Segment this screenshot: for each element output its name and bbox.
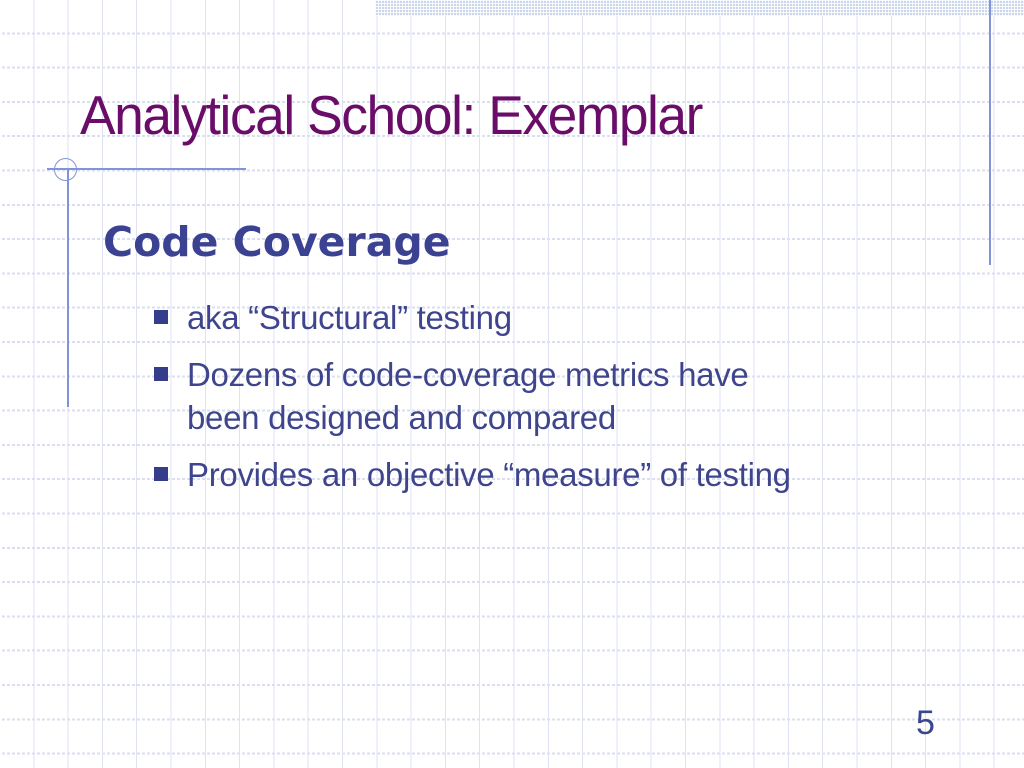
slide-title: Analytical School: Exemplar [80,84,702,146]
bullet-text: Dozens of code-coverage metrics have [187,356,749,393]
body-heading: Code Coverage [103,218,451,266]
left-vertical-rule [67,170,69,407]
list-item [154,296,954,339]
square-bullet-icon [154,467,168,481]
list-item [154,353,954,439]
top-decorative-band [375,0,1024,16]
bullet-text: aka “Structural” testing [187,299,512,336]
list-item [154,453,954,496]
page-number: 5 [916,704,935,742]
bullet-text: been designed and compared [187,399,616,436]
square-bullet-icon [154,367,168,381]
right-vertical-rule [989,0,991,265]
square-bullet-icon [154,310,168,324]
bullet-text: Provides an objective “measure” of testing [187,456,791,493]
bullet-list [154,296,954,510]
circle-ornament-icon [54,158,77,181]
